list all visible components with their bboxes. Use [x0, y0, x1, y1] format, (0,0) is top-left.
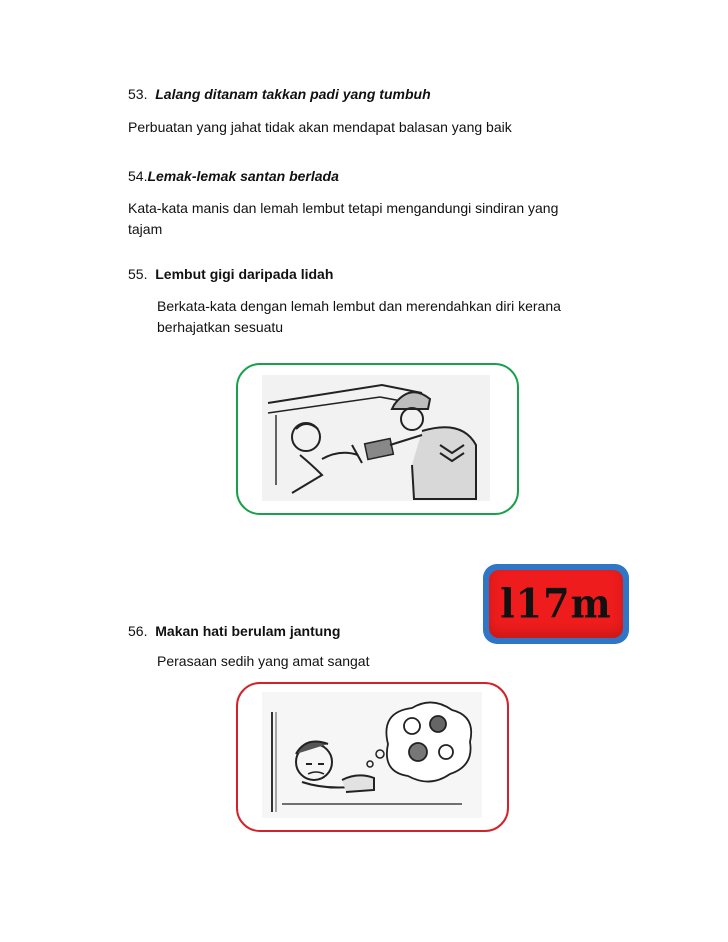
entry-55-number: 55.	[128, 266, 148, 282]
illustration-56	[262, 692, 482, 818]
entry-55-title: Lembut gigi daripada lidah	[155, 266, 334, 282]
entry-54-title: Lemak-lemak santan berlada	[147, 168, 339, 184]
illustration-56-svg	[262, 692, 482, 818]
entry-56-number: 56.	[128, 623, 148, 639]
entry-56-title: Makan hati berulam jantung	[155, 623, 341, 639]
logo-badge	[483, 564, 629, 644]
illustration-55	[262, 375, 490, 501]
entry-53-heading	[128, 84, 431, 105]
entry-55-heading	[128, 264, 333, 285]
entry-53-title: Lalang ditanam takkan padi yang tumbuh	[155, 86, 431, 102]
logo-badge-inner	[489, 570, 623, 638]
illustration-55-svg	[262, 375, 490, 501]
entry-54-heading	[128, 166, 339, 187]
entry-56-meaning: Perasaan sedih yang amat sangat	[157, 653, 370, 669]
entry-55-meaning: Berkata-kata dengan lemah lembut dan merendahkan diri kerana berhajatkan sesuatu	[157, 298, 561, 335]
entry-53-meaning: Perbuatan yang jahat tidak akan mendapat balasan yang baik	[128, 119, 512, 135]
logo-badge-text: l17m	[500, 579, 612, 628]
entry-54-meaning: Kata-kata manis dan lemah lembut tetapi mengandungi sindiran yang tajam	[128, 200, 559, 237]
entry-53-number: 53.	[128, 86, 148, 102]
entry-54-number: 54.	[128, 168, 148, 184]
entry-56-heading	[128, 621, 340, 642]
